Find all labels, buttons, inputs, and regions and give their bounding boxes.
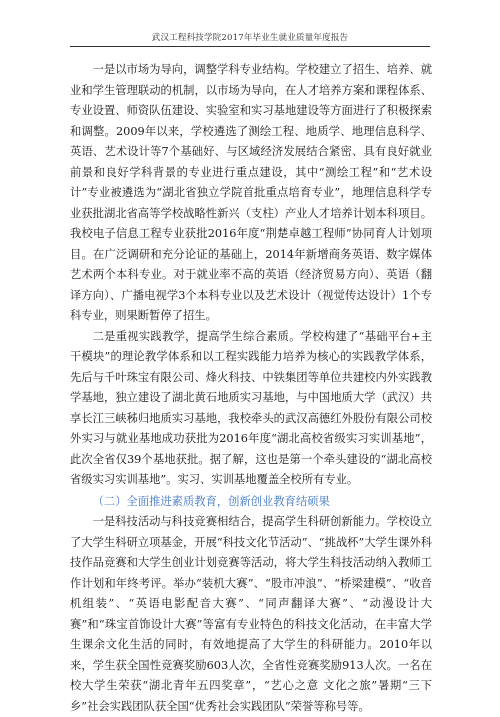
paragraph-science-activities: 一是科技活动与科技竞赛相结合，提高学生科研创新能力。学校设立了大学生科研立项基金，开展“科技文化节活动”、“挑战杯”大学生课外科技作品竞赛和大学生创业计划竞赛等活动，将大学生科技活动纳入教师工作计划和年终考评。举办“装机大赛”、“股市冲浪”、“桥梁建模”、“收音机组装”、“英语电影配音大赛”、“同声翻译大赛”、“动漫设计大赛”和“珠宝首饰设计大赛”等富有专业特色的科技文化活动，在丰富大学生课余文化生活的同时，有效地提高了大学生的科研能力。2010年以来，学生获全国性竞赛奖励603人次，全省性竞赛奖励913人次。一名在校大学生荣获“湖北青年五四奖章”，“艺心之意 文化之旅”暑期“三下乡”社会实践团队获全国“优秀社会实践团队”荣誉等称号等。 [70,515,433,713]
paragraph-discipline-structure: 一是以市场为导向，调整学科专业结构。学校建立了招生、培养、就业和学生管理联动的机制，以市场为导向，在人才培养方案和课程体系、专业设置、师资队伍建设、实验室和实习基地建设等方面进行了积极探索和调整。2009年以来，学校遴选了测绘工程、地质学、地理信息科学、英语、艺术设计等7个基础好、与区域经济发展结合紧密、具有良好就业前景和良好学科背景的专业进行重点建设，其中“测绘工程”和“艺术设计”专业被遴选为“湖北省独立学院首批重点培育专业”，地理信息科学专业获批湖北省高等学校战略性新兴（支柱）产业人才培养计划本科项目。我校电子信息工程专业获批2016年度“荆楚卓越工程师”协同育人计划项目。在广泛调研和充分论证的基础上，2014年新增商务英语、数字媒体艺术两个本科专业。对于就业率不高的英语（经济贸易方向）、英语（翻译方向）、广播电视学3个本科专业以及艺术设计（视觉传达设计）1个专科专业，则果断暂停了招生。 [70,63,432,322]
page-header: 武汉工程科技学院2017年毕业生就业质量年度报告 [151,33,349,43]
report-body [70,60,432,717]
header-rule [70,46,430,47]
section-heading: （二）全面推进素质教育，创新创业教育结硕果 [92,494,330,508]
paragraph-practice-teaching: 二是重视实践教学，提高学生综合素质。学校构建了“基础平台+主干模块”的理论教学体系和以工程实践能力培养为核心的实践教学体系，先后与千叶珠宝有限公司、烽火科技、中铁集团等单位共建校内外实践教学基地，独立建设了湖北黄石地质实习基地，与中国地质大学（武汉）共享长江三峡秭归地质实习基地，我校牵头的武汉高德红外股份有限公司校外实习与就业基地成功获批为2016年度“湖北高校省级实习实训基地”，此次全省仅39个基地获批。据了解，这也是第一个牵头建设的“湖北高校省级实习实训基地”。实习、实训基地覆盖全校所有专业。 [70,329,432,486]
